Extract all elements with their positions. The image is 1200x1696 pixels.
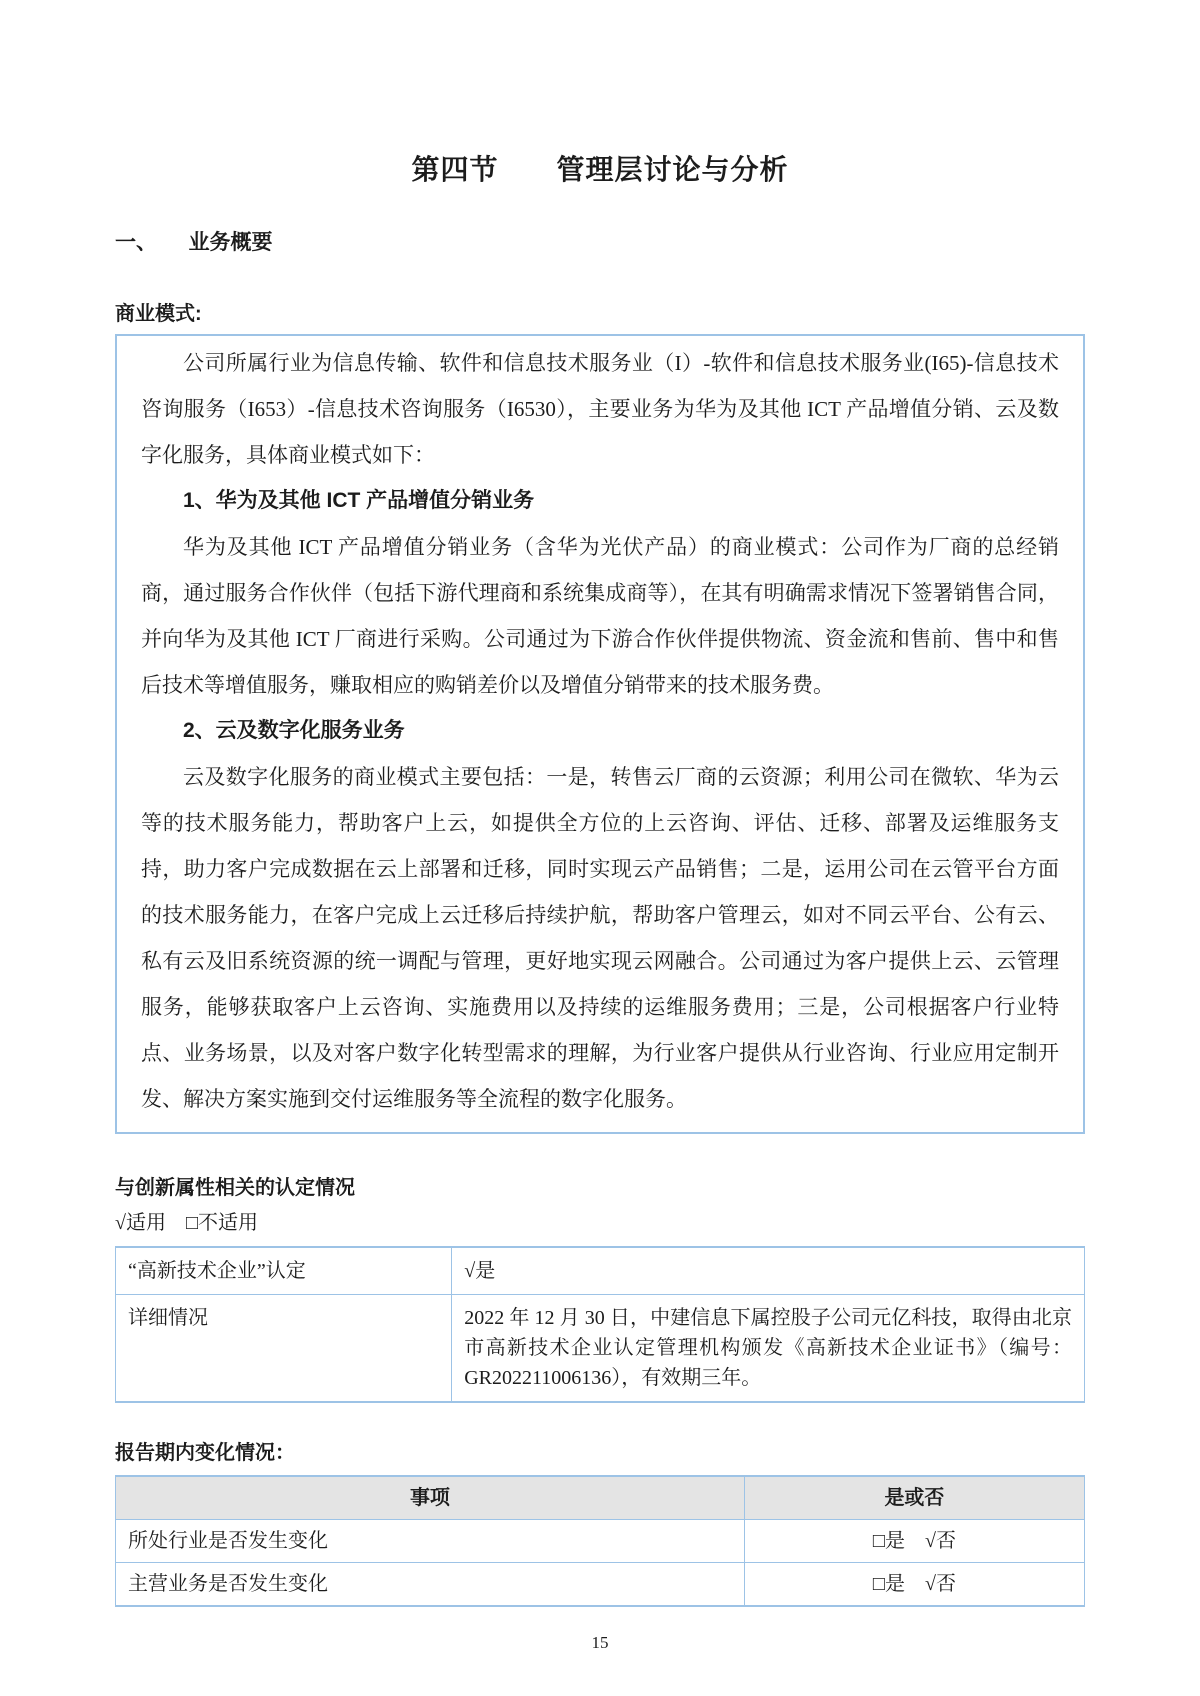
section-heading-business-overview: 一、 业务概要	[115, 231, 273, 254]
change-answer-cell: □是 √否	[744, 1520, 1084, 1563]
item2-heading: 2、云及数字化服务业务	[183, 719, 405, 742]
change-item-cell: 所处行业是否发生变化	[116, 1520, 745, 1563]
table-row	[116, 1520, 1085, 1563]
business-model-intro-paragraph: 公司所属行业为信息传输、软件和信息技术服务业（I）-软件和信息技术服务业(I65)-信息技术咨询服务（I653）-信息技术咨询服务（I6530），主要业务为华为及其他 ICT 产品增值分销、云及数字化服务，具体商业模式如下：	[141, 351, 1059, 467]
change-answer-cell: □是 √否	[744, 1563, 1084, 1607]
changes-table	[115, 1475, 1085, 1607]
changes-heading: 报告期内变化情况：	[115, 1442, 295, 1464]
business-model-box	[115, 334, 1085, 1134]
innovation-heading: 与创新属性相关的认定情况	[115, 1177, 355, 1199]
table-row	[116, 1563, 1085, 1607]
innovation-table	[115, 1246, 1085, 1403]
change-item-cell: 主营业务是否发生变化	[116, 1563, 745, 1607]
innovation-row-label: “高新技术企业”认定	[116, 1247, 452, 1295]
innovation-row-value: √是	[452, 1247, 1085, 1295]
item1-body-paragraph: 华为及其他 ICT 产品增值分销业务（含华为光伏产品）的商业模式：公司作为厂商的总经销商，通过服务合作伙伴（包括下游代理商和系统集成商等），在其有明确需求情况下签署销售合同，并向华为及其他 ICT 厂商进行采购。公司通过为下游合作伙伴提供物流、资金流和售前、售中和售后技术等增值服务，赚取相应的购销差价以及增值分销带来的技术服务费。	[141, 535, 1059, 697]
business-model-heading: 商业模式:	[115, 303, 202, 325]
item2-body-paragraph: 云及数字化服务的商业模式主要包括：一是，转售云厂商的云资源；利用公司在微软、华为云等的技术服务能力，帮助客户上云，如提供全方位的上云咨询、评估、迁移、部署及运维服务支持，助力客户完成数据在云上部署和迁移，同时实现云产品销售；二是，运用公司在云管平台方面的技术服务能力，在客户完成上云迁移后持续护航，帮助客户管理云，如对不同云平台、公有云、私有云及旧系统资源的统一调配与管理，更好地实现云网融合。公司通过为客户提供上云、云管理服务，能够获取客户上云咨询、实施费用以及持续的运维服务费用；三是，公司根据客户行业特点、业务场景，以及对客户数字化转型需求的理解，为行业客户提供从行业咨询、行业应用定制开发、解决方案实施到交付运维服务等全流程的数字化服务。	[141, 765, 1059, 1111]
column-header-item: 事项	[116, 1476, 745, 1520]
column-header-yes-or-no: 是或否	[744, 1476, 1084, 1520]
item1-heading: 1、华为及其他 ICT 产品增值分销业务	[183, 489, 535, 512]
table-header-row	[116, 1476, 1085, 1520]
applicability-line: √适用 □不适用	[115, 1212, 259, 1234]
page-title: 第四节 管理层讨论与分析	[411, 154, 789, 185]
innovation-row-label: 详细情况	[116, 1295, 452, 1403]
innovation-row-value: 2022 年 12 月 30 日，中建信息下属控股子公司元亿科技，取得由北京市高新技术企业认定管理机构颁发《高新技术企业证书》（编号：GR202211006136），有效期三年。	[452, 1295, 1085, 1403]
page-number: 15	[591, 1633, 609, 1652]
table-row	[116, 1247, 1085, 1295]
table-row	[116, 1295, 1085, 1403]
